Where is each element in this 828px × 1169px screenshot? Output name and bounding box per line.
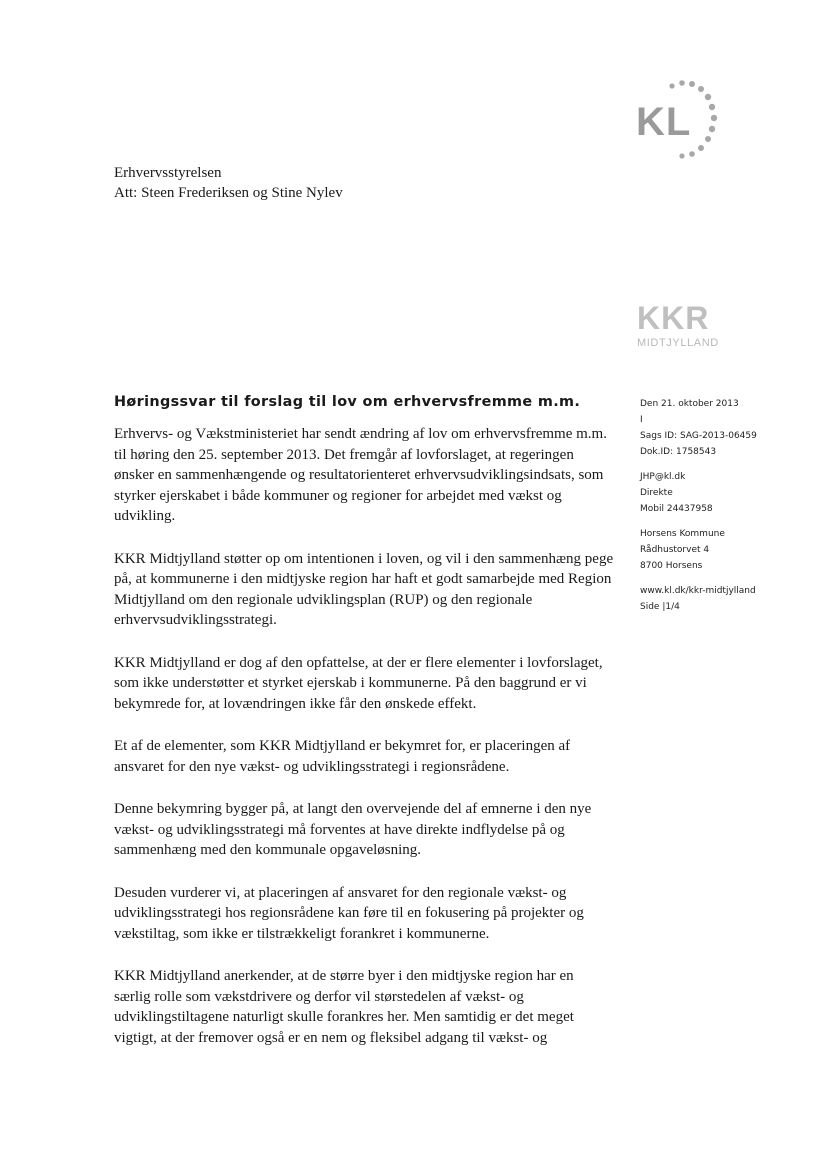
kkr-logo-text: KKR [637, 300, 710, 336]
kkr-logo-subtitle: MIDTJYLLAND [637, 337, 719, 349]
sidebar-marker: I [640, 415, 643, 425]
kl-logo-text: KL [636, 100, 692, 144]
letter-title: Høringssvar til forslag til lov om erhvervsfremme m.m. [114, 394, 581, 410]
body-paragraph: KKR Midtjylland er dog af den opfattelse, at der er flere elementer i lovforslaget, som ikke understøtter et styrket ejerskab i kommunerne. På den baggrund er vi bekymrede for, at lovændringen ikke får den ønskede effekt. [114, 654, 603, 712]
letter-body [114, 424, 614, 1070]
address-city: 8700 Horsens [640, 561, 703, 571]
page-number: Side |1/4 [640, 602, 680, 612]
website-link: www.kl.dk/kkr-midtjylland [640, 586, 756, 596]
metadata-sidebar [640, 396, 820, 615]
body-paragraph: KKR Midtjylland anerkender, at de større byer i den midtjyske region har en særlig rolle som vækstdrivere og derfor vil størstedelen af vækst- og udviklingstiltagene naturligt skulle forankres her. Men samtidig er det meget vigtigt, at der fremover også er en nem og fleksibel adgang til vækst- og [114, 968, 574, 1046]
document-id: Dok.ID: 1758543 [640, 447, 717, 457]
body-paragraph: KKR Midtjylland støtter op om intentionen i loven, og vil i den sammenhæng pege på, at kommunerne i den midtjyske region har haft et godt samarbejde med Region Midtjylland om den regionale udviklingsplan (RUP) og den regionale erhvervsudviklingsstrategi. [114, 550, 614, 628]
contact-email: JHP@kl.dk [640, 472, 686, 482]
letter-date: Den 21. oktober 2013 [640, 399, 739, 409]
body-paragraph: Denne bekymring bygger på, at langt den overvejende del af emnerne i den nye vækst- og udviklingsstrategi må forventes at have direkte indflydelse på og sammenhæng med den kommunale opgaveløsning. [114, 801, 592, 858]
contact-direct: Direkte [640, 488, 673, 498]
kl-logo [636, 78, 728, 160]
body-paragraph: Et af de elementer, som KKR Midtjylland er bekymret for, er placeringen af ansvaret for den nye vækst- og udviklingsstrategi i regionsrådene. [114, 738, 571, 775]
body-paragraph: Erhvervs- og Vækstministeriet har sendt ændring af lov om erhvervsfremme m.m. til høring den 25. september 2013. Det fremgår af lovforslaget, at regeringen ønsker en sammenhængende og resultatorienteret erhvervsudviklingsindsats, som styrker ejerskabet i både kommuner og regioner for arbejdet med vækst og udvikling. [114, 426, 607, 524]
address-street: Rådhustorvet 4 [640, 545, 710, 555]
body-paragraph: Desuden vurderer vi, at placeringen af ansvaret for den regionale vækst- og udviklingsstrategi hos regionsrådene kan føre til en fokusering på projekter og vækstiltag, som ikke er tilstrækkeligt forankret i kommunerne. [114, 884, 584, 942]
contact-mobile: Mobil 24437958 [640, 504, 713, 514]
recipient-organisation: Erhvervsstyrelsen [114, 165, 222, 181]
address-organisation: Horsens Kommune [640, 529, 725, 539]
case-id: Sags ID: SAG-2013-06459 [640, 431, 757, 441]
recipient-attention: Att: Steen Frederiksen og Stine Nylev [114, 185, 343, 201]
kkr-logo [637, 300, 737, 360]
recipient-block [114, 163, 343, 203]
